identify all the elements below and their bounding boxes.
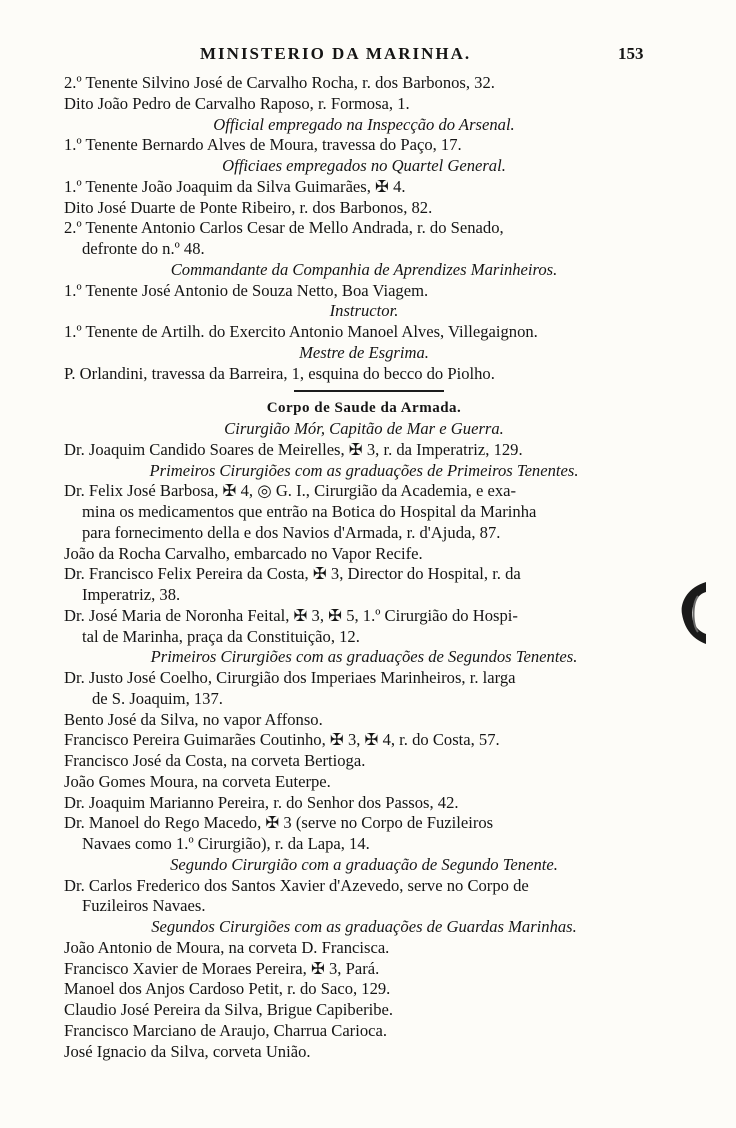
- scan-artifact-icon: [676, 580, 710, 646]
- section-heading: Officiaes empregados no Quartel General.: [222, 156, 506, 175]
- text-line: Dito João Pedro de Carvalho Raposo, r. Formosa, 1.: [64, 93, 410, 113]
- text-line: Francisco Xavier de Moraes Pereira, ✠ 3, Pará.: [64, 958, 380, 978]
- text-line: Imperatriz, 38.: [82, 585, 181, 604]
- text-line: 1.º Tenente de Artilh. do Exercito Antonio Manoel Alves, Villegaignon.: [64, 322, 538, 341]
- text-line: 1.º Tenente João Joaquim da Silva Guimarães, ✠ 4.: [64, 176, 406, 196]
- text-line: Francisco Pereira Guimarães Coutinho, ✠ 3, ✠ 4, r. do Costa, 57.: [64, 730, 500, 750]
- section-title: Corpo de Saude da Armada.: [266, 400, 462, 417]
- text-line: Dito José Duarte de Ponte Ribeiro, r. dos Barbonos, 82.: [64, 197, 433, 217]
- section-heading: Cirurgião Mór, Capitão de Mar e Guerra.: [224, 419, 504, 438]
- text-line: defronte do n.º 48.: [82, 239, 205, 258]
- text-line: José Ignacio da Silva, corveta União.: [64, 1041, 311, 1061]
- text-line: Francisco José da Costa, na corveta Bertioga.: [64, 751, 366, 770]
- text-line: para fornecimento della e dos Navios d'Armada, r. d'Ajuda, 87.: [82, 522, 501, 542]
- running-title: MINISTERIO DA MARINHA.: [200, 44, 472, 63]
- body-text: [64, 73, 664, 1062]
- text-line: tal de Marinha, praça da Constituição, 12.: [82, 626, 360, 646]
- text-line: Dr. Justo José Coelho, Cirurgião dos Imperiaes Marinheiros, r. larga: [64, 668, 516, 687]
- text-line: P. Orlandini, travessa da Barreira, 1, esquina do becco do Piolho.: [64, 363, 495, 383]
- text-line: 1.º Tenente Bernardo Alves de Moura, travessa do Paço, 17.: [64, 135, 462, 155]
- text-line: João Gomes Moura, na corveta Euterpe.: [64, 771, 331, 791]
- section-heading: Commandante da Companhia de Aprendizes Marinheiros.: [170, 259, 558, 279]
- text-line: Dr. Manoel do Rego Macedo, ✠ 3 (serve no Corpo de Fuzileiros: [64, 813, 494, 833]
- section-heading: Official empregado na Inspecção do Arsenal.: [213, 114, 515, 134]
- text-line: Fuzileiros Navaes.: [82, 896, 206, 916]
- text-line: 1.º Tenente José Antonio de Souza Netto, Boa Viagem.: [64, 280, 429, 300]
- text-line: Francisco Marciano de Araujo, Charrua Carioca.: [64, 1020, 387, 1040]
- section-heading: Instructor.: [329, 301, 399, 321]
- page-number: 153: [618, 44, 644, 63]
- text-line: Claudio José Pereira da Silva, Brigue Capiberibe.: [64, 1000, 394, 1019]
- text-line: Navaes como 1.º Cirurgião), r. da Lapa, 14.: [82, 834, 370, 853]
- text-line: Dr. Felix José Barbosa, ✠ 4, ◎ G. I., Cirurgião da Academia, e exa-: [64, 481, 517, 501]
- text-line: mina os medicamentos que entrão na Botica do Hospital da Marinha: [82, 502, 537, 521]
- page-header: [0, 44, 736, 70]
- text-line: Dr. José Maria de Noronha Feital, ✠ 3, ✠ 5, 1.º Cirurgião do Hospi-: [64, 605, 518, 625]
- text-line: Dr. Joaquim Candido Soares de Meirelles, ✠ 3, r. da Imperatriz, 129.: [64, 439, 523, 459]
- text-line: 2.º Tenente Silvino José de Carvalho Rocha, r. dos Barbonos, 32.: [64, 73, 495, 92]
- text-line: Manoel dos Anjos Cardoso Petit, r. do Saco, 129.: [64, 979, 391, 999]
- text-line: Dr. Francisco Felix Pereira da Costa, ✠ 3, Director do Hospital, r. da: [64, 564, 521, 584]
- text-line: de S. Joaquim, 137.: [92, 688, 223, 708]
- text-line: João Antonio de Moura, na corveta D. Francisca.: [64, 937, 390, 957]
- text-line: Dr. Carlos Frederico dos Santos Xavier d'Azevedo, serve no Corpo de: [64, 875, 529, 895]
- text-line: João da Rocha Carvalho, embarcado no Vapor Recife.: [64, 543, 423, 563]
- text-line: 2.º Tenente Antonio Carlos Cesar de Mello Andrada, r. do Senado,: [64, 218, 504, 238]
- section-heading: Mestre de Esgrima.: [299, 342, 429, 362]
- divider-rule: [294, 390, 444, 392]
- section-heading: Segundos Cirurgiões com as graduações de Guardas Marinhas.: [151, 917, 577, 936]
- divider: [64, 384, 664, 398]
- section-heading: Primeiros Cirurgiões com as graduações de Primeiros Tenentes.: [149, 460, 579, 480]
- section-heading: Primeiros Cirurgiões com as graduações de Segundos Tenentes.: [150, 647, 578, 667]
- text-line: Dr. Joaquim Marianno Pereira, r. do Senhor dos Passos, 42.: [64, 792, 459, 812]
- section-heading: Segundo Cirurgião com a graduação de Segundo Tenente.: [170, 854, 558, 874]
- text-line: Bento José da Silva, no vapor Affonso.: [64, 709, 323, 729]
